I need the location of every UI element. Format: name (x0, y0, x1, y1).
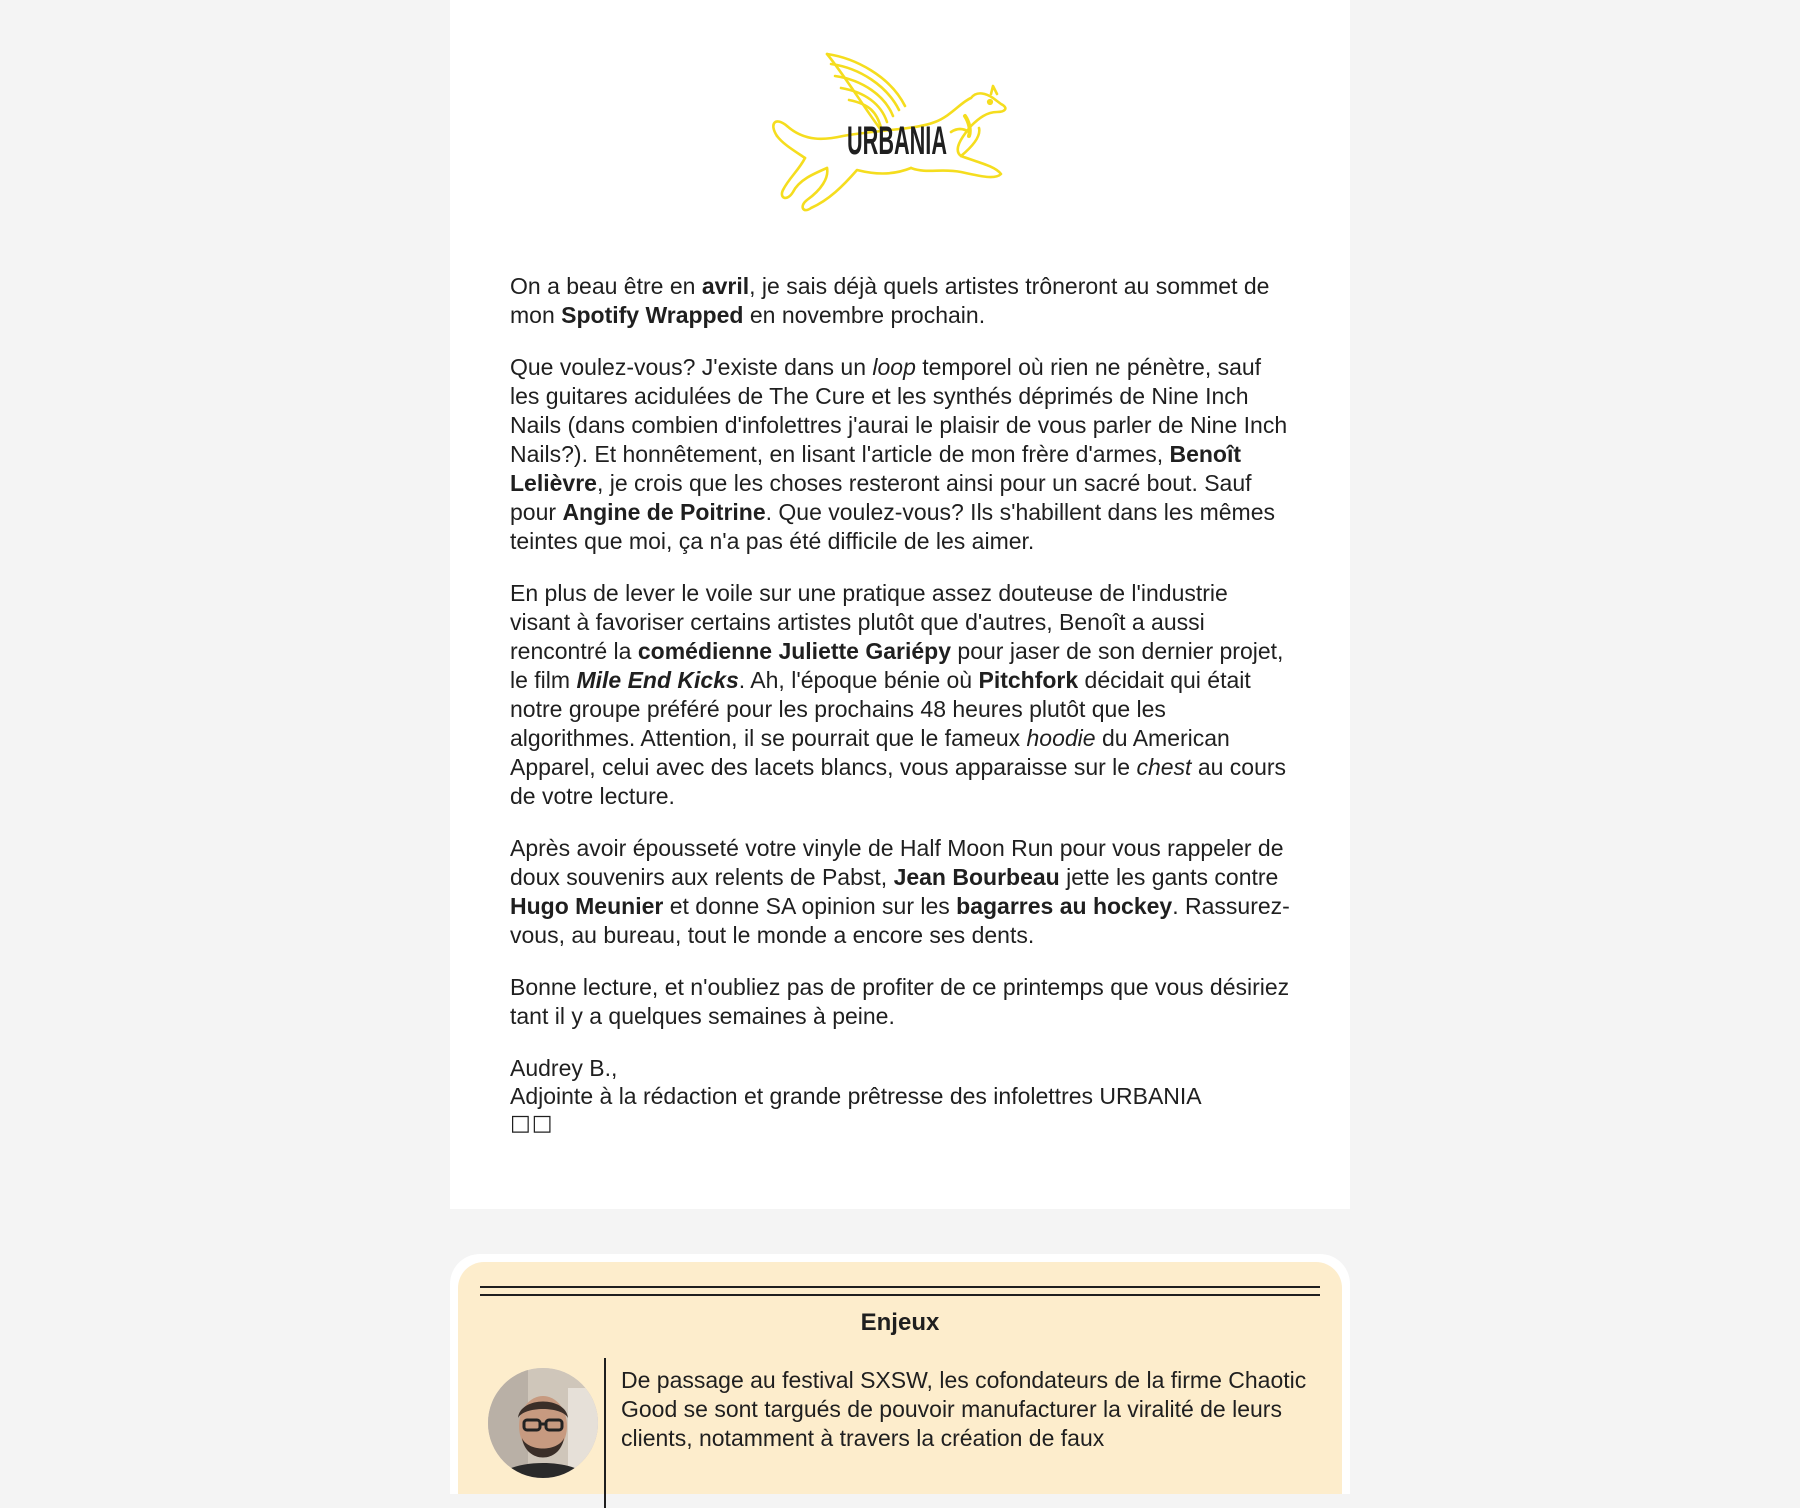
intro-paragraph-3: En plus de lever le voile sur une pratique assez douteuse de l'industrie visant à favoriser certains artistes plutôt que d'autres, Benoît a aussi rencontré la comédienne Juliette Gariépy pour jaser de son dernier projet, le film Mile End Kicks. Ah, l'époque bénie où Pitchfork décidait qui était notre groupe préféré pour les prochains 48 heures plutôt que les algorithmes. Attention, il se pourrait que le fameux hoodie du American Apparel, celui avec des lacets blancs, vous apparaisse sur le chest au cours de votre lecture. (510, 580, 1287, 809)
newsletter-card (450, 0, 1350, 1209)
intro-paragraph-1: On a beau être en avril, je sais déjà quels artistes trôneront au sommet de mon Spotify Wrapped en novembre prochain. (510, 273, 1270, 328)
author-portrait-icon (488, 1368, 598, 1478)
logo-wordmark: URBANIA (847, 119, 947, 163)
enjeux-card (458, 1262, 1342, 1494)
signature-role: Adjointe à la rédaction et grande prêtresse des infolettres URBANIA (510, 1083, 1202, 1109)
intro-paragraph-5: Bonne lecture, et n'oubliez pas de profiter de ce printemps que vous désiriez tant il y a quelques semaines à peine. (510, 974, 1290, 1029)
intro-text (510, 272, 1290, 1138)
double-rule-divider (480, 1286, 1320, 1296)
winged-greyhound-logo-icon (765, 46, 1035, 226)
signature (510, 1054, 1290, 1138)
author-avatar[interactable] (488, 1368, 598, 1478)
intro-paragraph-2: Que voulez-vous? J'existe dans un loop temporel où rien ne pénètre, sauf les guitares acidulées de The Cure et les synthés déprimés de Nine Inch Nails (dans combien d'infolettres j'aurai le plaisir de vous parler de Nine Inch Nails?). Et honnêtement, en lisant l'article de mon frère d'armes, Benoît Lelièvre, je crois que les choses resteront ainsi pour un sacré bout. Sauf pour Angine de Poitrine. Que voulez-vous? Ils s'habillent dans les mêmes teintes que moi, ça n'a pas été difficile de les aimer. (510, 354, 1288, 554)
urbania-logo[interactable] (450, 46, 1350, 226)
intro-paragraph-4: Après avoir épousseté votre vinyle de Half Moon Run pour vous rappeler de doux souvenirs aux relents de Pabst, Jean Bourbeau jette les gants contre Hugo Meunier et donne SA opinion sur les bagarres au hockey. Rassurez-vous, au bureau, tout le monde a encore ses dents. (510, 835, 1290, 948)
article-teaser[interactable]: De passage au festival SXSW, les cofondateurs de la firme Chaotic Good se sont targués de pouvoir manufacturer la viralité de leurs clients, notamment à travers la création de faux (621, 1367, 1307, 1451)
section-title: Enjeux (860, 1309, 940, 1336)
enjeux-section (450, 1254, 1350, 1494)
signature-emoji: □□ (510, 1111, 554, 1136)
signature-name: Audrey B., (510, 1055, 618, 1081)
vertical-divider (604, 1358, 606, 1508)
